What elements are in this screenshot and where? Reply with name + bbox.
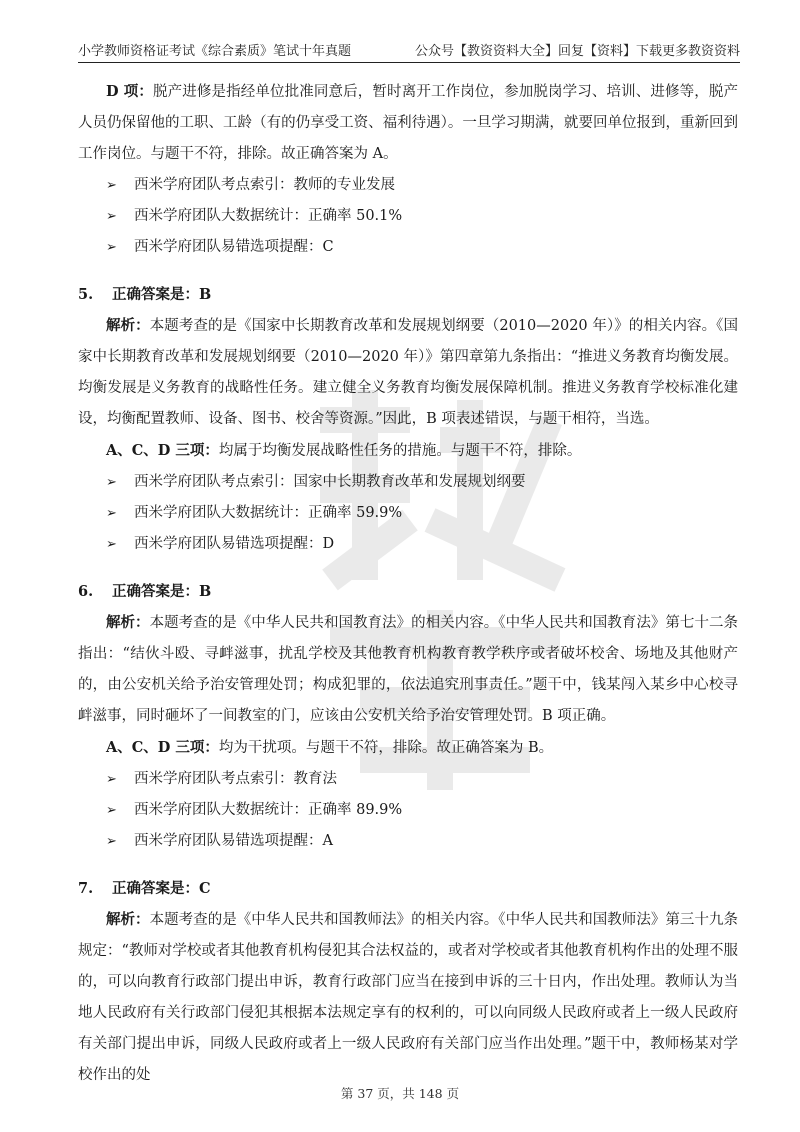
list-item: ➢ 西米学府团队大数据统计：正确率 50.1%: [78, 201, 738, 232]
list-item: ➢ 西米学府团队考点索引：国家中长期教育改革和发展规划纲要: [78, 467, 738, 498]
arrow-bullet-icon: ➢: [106, 772, 117, 787]
d-option-paragraph: [78, 76, 738, 170]
arrow-bullet-icon: ➢: [106, 834, 117, 849]
list-item: ➢ 西米学府团队易错选项提醒：A: [78, 826, 738, 857]
list-item: ➢ 西米学府团队考点索引：教育法: [78, 764, 738, 795]
list-item: ➢ 西米学府团队易错选项提醒：C: [78, 232, 738, 263]
question-6-answer: 6. 正确答案是：B: [78, 583, 212, 600]
question-5-answer: 5. 正确答案是：B: [78, 286, 212, 303]
arrow-bullet-icon: ➢: [106, 803, 117, 818]
arrow-bullet-icon: ➢: [106, 178, 117, 193]
arrow-bullet-icon: ➢: [106, 475, 117, 490]
arrow-bullet-icon: ➢: [106, 209, 117, 224]
question-6-analysis: 解析：本题考查的是《中华人民共和国教育法》的相关内容。《中华人民共和国教育法》第七十二条指出：“结伙斗殴、寻衅滋事，扰乱学校及其他教育机构教育教学秩序或者破坏校舍、场地及其他财产的，由公安机关给予治安管理处罚；构成犯罪的，依法追究刑事责任。”题干中，钱某闯入某乡中心校寻衅滋事，同时砸坏了一间教室的门，应该由公安机关给予治安管理处罚。B 项正确。: [78, 614, 739, 724]
question-5-analysis: 解析：本题考查的是《国家中长期教育改革和发展规划纲要（2010—2020 年）》的相关内容。《国家中长期教育改革和发展规划纲要（2010—2020 年）》第四章第九条指出：“推进义务教育均衡发展。均衡发展是义务教育的战略性任务。建立健全义务教育均衡发展保障机制。推进义务教育学校标准化建设，均衡配置教师、设备、图书、校舍等资源。”因此，B 项表述错误，与题干相符，当选。: [78, 317, 739, 427]
arrow-bullet-icon: ➢: [106, 506, 117, 521]
list-item: ➢ 西米学府团队大数据统计：正确率 59.9%: [78, 498, 738, 529]
d-option-label: D 项：: [106, 83, 154, 100]
header-promo: 公众号【教资资料大全】回复【资料】下载更多教资资料: [414, 44, 740, 59]
header-title: 小学教师资格证考试《综合素质》笔试十年真题: [78, 44, 352, 59]
d-option-text: 脱产进修是指经单位批准同意后，暂时离开工作岗位，参加脱岗学习、培训、进修等，脱产人员仍保留他的工职、工龄（有的仍享受工资、福利待遇）。一旦学习期满，就要回单位报到，重新回到工作岗位。与题干不符，排除。故正确答案为 A。: [78, 84, 739, 162]
question-7-answer: 7. 正确答案是：C: [78, 880, 211, 897]
list-item: ➢ 西米学府团队大数据统计：正确率 89.9%: [78, 795, 738, 826]
question-5-acd: A、C、D 三项：均属于均衡发展战略性任务的措施。与题干不符，排除。: [106, 442, 582, 459]
page-content: [78, 76, 738, 1091]
list-item: ➢ 西米学府团队易错选项提醒：D: [78, 529, 738, 560]
arrow-bullet-icon: ➢: [106, 537, 117, 552]
page-footer: 第 37 页，共 148 页: [340, 1086, 460, 1101]
arrow-bullet-icon: ➢: [106, 240, 117, 255]
question-7-analysis: 解析：本题考查的是《中华人民共和国教师法》的相关内容。《中华人民共和国教师法》第三十九条规定：“教师对学校或者其他教育机构侵犯其合法权益的，或者对学校或者其他教育机构作出的处理不服的，可以向教育行政部门提出申诉，教育行政部门应当在接到申诉的三十日内，作出处理。教师认为当地人民政府有关行政部门侵犯其根据本法规定享有的权利的，可以向同级人民政府或者上一级人民政府有关部门提出申诉，同级人民政府或者上一级人民政府有关部门应当作出处理。”题干中，教师杨某对学校作出的处: [78, 911, 739, 1083]
page-header: [78, 36, 740, 63]
list-item: ➢ 西米学府团队考点索引：教师的专业发展: [78, 170, 738, 201]
question-6-acd: A、C、D 三项：均为干扰项。与题干不符，排除。故正确答案为 B。: [106, 739, 554, 756]
